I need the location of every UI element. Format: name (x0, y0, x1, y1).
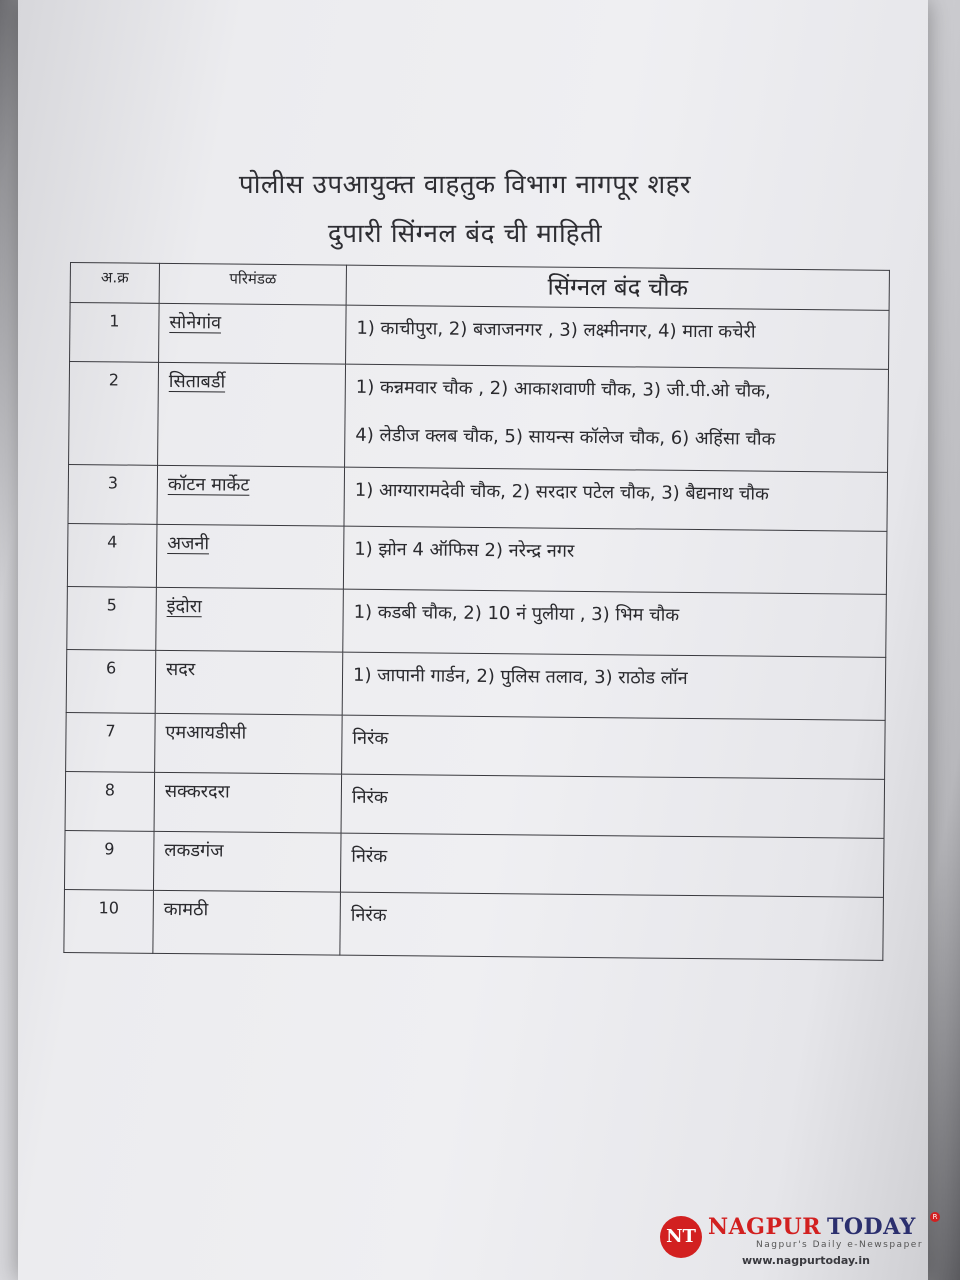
row-chowk-list: 1) झोन 4 ऑफिस 2) नरेन्द्र नगर (354, 538, 575, 562)
signal-closure-table (63, 262, 890, 961)
row-serial: 3 (68, 464, 158, 524)
brand-name-part-1: NAGPUR (708, 1214, 821, 1240)
row-zone: सोनेगांव (169, 311, 222, 334)
row-zone: कॉटन मार्केट (167, 473, 250, 496)
row-serial: 6 (66, 649, 156, 713)
brand-name (708, 1214, 916, 1240)
table-row (67, 523, 887, 594)
brand-tagline: Nagpur's Daily e-Newspaper (756, 1240, 924, 1250)
table-row (66, 649, 886, 720)
row-zone: सक्करदरा (164, 780, 230, 803)
row-chowk-list: निरंक (351, 845, 388, 868)
row-chowk-list: निरंक (350, 904, 387, 927)
row-chowk-list: 1) कडबी चौक, 2) 10 नं पुलीया , 3) भिम चौक (353, 601, 680, 626)
row-serial: 9 (64, 830, 154, 890)
row-chowk-list: 1) जापानी गार्डन, 2) पुलिस तलाव, 3) राठोड लॉन (352, 664, 688, 689)
brand-url: www.nagpurtoday.in (742, 1254, 870, 1267)
row-serial: 5 (67, 586, 157, 650)
row-serial: 8 (65, 771, 155, 831)
row-zone: एमआयडीसी (165, 721, 247, 744)
registered-mark-icon: R (930, 1212, 940, 1222)
row-zone: लकडगंज (164, 839, 224, 862)
row-serial: 2 (69, 362, 159, 466)
row-chowk-list: 1) आग्यारामदेवी चौक, 2) सरदार पटेल चौक, 3) बैद्यनाथ चौक (354, 479, 769, 505)
row-chowk-list: 1) कन्नमवार चौक , 2) आकाशवाणी चौक, 3) जी.पी.ओ चौक, (355, 376, 771, 402)
row-serial: 4 (67, 523, 157, 587)
table-row (68, 464, 888, 531)
nt-badge-icon: NT (660, 1216, 702, 1258)
row-chowk-list: 1) काचीपुरा, 2) बजाजनगर , 3) लक्ष्मीनगर, 4) माता कचेरी (356, 317, 756, 343)
table-row (64, 889, 884, 960)
document-subtitle: दुपारी सिंग्नल बंद ची माहिती (327, 219, 603, 249)
table-row (64, 830, 884, 897)
header-signal-closed-square: सिंग्नल बंद चौक (346, 265, 889, 310)
brand-name-part-2: TODAY (826, 1214, 916, 1240)
row-zone: अजनी (167, 532, 210, 555)
table-row (66, 712, 886, 779)
row-chowk-list: निरंक (352, 727, 389, 750)
table-row (69, 362, 889, 473)
row-zone: सिताबर्डी (168, 370, 226, 393)
row-serial: 7 (66, 712, 156, 772)
table-row (67, 586, 887, 657)
row-serial: 1 (70, 303, 160, 363)
header-serial-number: अ.क्र (70, 263, 159, 304)
table-row (70, 303, 890, 370)
row-zone: सदर (165, 658, 196, 681)
document-title: पोलीस उपआयुक्त वाहतुक विभाग नागपूर शहर (238, 170, 692, 200)
table-row (65, 771, 885, 838)
row-chowk-list: निरंक (351, 786, 388, 809)
row-zone: इंदोरा (166, 595, 202, 618)
nagpur-today-watermark (660, 1212, 950, 1276)
row-zone: कामठी (163, 898, 209, 921)
row-serial: 10 (64, 889, 154, 953)
row-chowk-list: 4) लेडीज क्लब चौक, 5) सायन्स कॉलेज चौक, 6) अहिंसा चौक (355, 424, 776, 450)
header-zone: परिमंडळ (159, 263, 346, 305)
